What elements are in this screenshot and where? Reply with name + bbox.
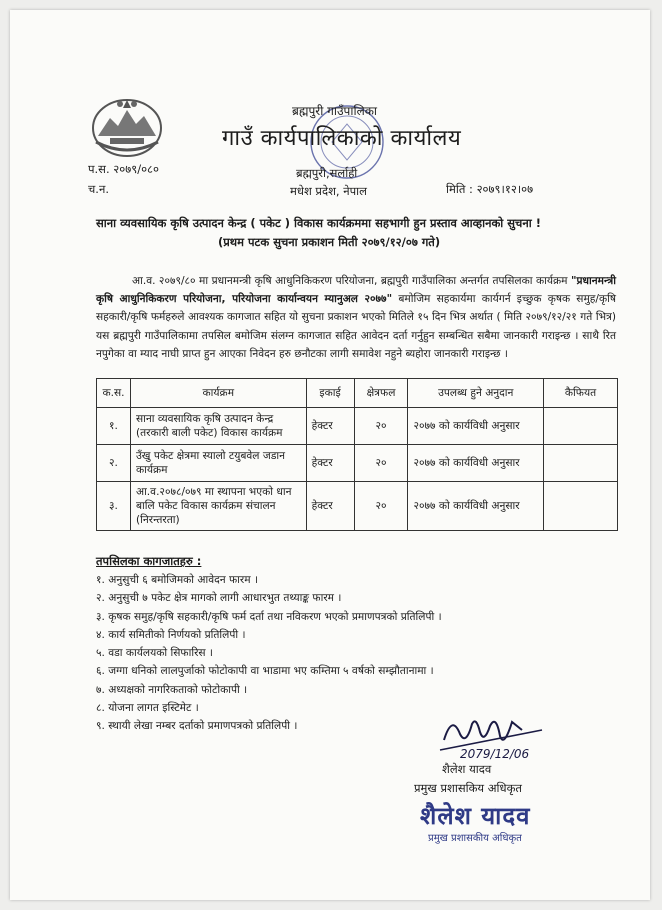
cell-area: २० bbox=[354, 445, 408, 482]
header-remarks: कैफियत bbox=[544, 379, 618, 408]
cell-remarks bbox=[544, 445, 618, 482]
cell-grant: २०७७ को कार्यविधी अनुसार bbox=[408, 482, 544, 531]
list-item: ६. जग्गा धनिको लालपुर्जाको फोटोकापी वा भाडामा भए कम्तिमा ५ वर्षको सम्झौतानामा । bbox=[96, 665, 434, 678]
cell-program: आ.व.२०७८/०७९ मा स्थापना भएको धान बालि पकेट विकास कार्यक्रम संचालन (निरन्तरता) bbox=[130, 482, 306, 531]
cell-grant: २०७७ को कार्यविधी अनुसार bbox=[408, 445, 544, 482]
name-stamp: शैलेश यादव bbox=[420, 801, 531, 830]
list-item: ४. कार्य समितीको निर्णयको प्रतिलिपी । bbox=[96, 628, 246, 641]
header-area: क्षेत्रफल bbox=[354, 379, 408, 408]
cell-unit: हेक्टर bbox=[306, 408, 354, 445]
table-header-row bbox=[97, 379, 618, 408]
header-sn: क.स. bbox=[97, 379, 131, 408]
program-table bbox=[96, 378, 618, 531]
table-row bbox=[97, 408, 618, 445]
header-grant: उपलब्ध हुने अनुदान bbox=[408, 379, 544, 408]
cell-sn: २. bbox=[97, 445, 131, 482]
signatory-name: शैलेश यादव bbox=[442, 762, 492, 776]
notice-subtitle: (प्रथम पटक सुचना प्रकाशन मिती २०७९/१२/०७ गते) bbox=[218, 235, 441, 249]
cell-sn: १. bbox=[97, 408, 131, 445]
cell-program: साना व्यवसायिक कृषि उत्पादन केन्द्र (तरकारी बाली पकेट) विकास कार्यक्रम bbox=[130, 408, 306, 445]
office-title: गाउँ कार्यपालिकाको कार्यालय bbox=[222, 126, 462, 151]
cell-program: उँखु पकेट क्षेत्रमा स्यालो टयुबवेल जडान कार्यक्रम bbox=[130, 445, 306, 482]
cell-unit: हेक्टर bbox=[306, 445, 354, 482]
list-item: ८. योजना लागत इस्टिमेट । bbox=[96, 702, 199, 715]
list-item: ५. वडा कार्यलयको सिफारिस । bbox=[96, 647, 213, 660]
signatory-post: प्रमुख प्रशासकिय अधिकृत bbox=[414, 781, 522, 795]
header-unit: इकाई bbox=[306, 379, 354, 408]
list-item: १. अनुसुची ६ बमोजिमको आवेदन फारम । bbox=[96, 574, 258, 586]
dispatch-number: च.न. bbox=[88, 182, 109, 196]
notice-body bbox=[96, 272, 616, 363]
reference-number: प.स. २०७९/०८० bbox=[88, 162, 160, 176]
documents-list bbox=[96, 571, 442, 736]
handwritten-signature bbox=[430, 710, 550, 762]
list-item: ९. स्थायी लेखा नम्बर दर्ताको प्रमाणपत्रको प्रतिलिपी । bbox=[96, 720, 298, 733]
list-item: ७. अध्यक्षको नागरिकताको फोटोकापी । bbox=[96, 683, 248, 696]
documents-heading: तपसिलका कागजातहरु : bbox=[96, 554, 202, 568]
header-program: कार्यक्रम bbox=[130, 379, 306, 408]
table-row bbox=[97, 445, 618, 482]
post-stamp: प्रमुख प्रशासकीय अधिकृत bbox=[428, 833, 522, 844]
list-item: २. अनुसुची ७ पकेट क्षेत्र मागको लागी आधारभुत तथ्याङ्क फारम । bbox=[96, 592, 342, 605]
body-part-1: आ.व. २०७९/८० मा प्रधानमन्त्री कृषि आधुनिकिकरण परियोजना, ब्रह्मपुरी गाउँपालिका अन्तर्गत तपसिलका कार्यक्रम bbox=[132, 275, 571, 287]
cell-area: २० bbox=[354, 482, 408, 531]
address-line-1: ब्रह्मपुरी,सर्लाही bbox=[296, 166, 358, 180]
body-part-3: बमोजिम सहकार्यमा कार्यगर्न इच्छुक कृषक समुह/कृषि सहकारी/कृषि फर्महरुले आवश्यक कागजात सहित यो सुचना प्रकाशन भएको मितिले १५ दिन भित्र अर्थात ( मिति २०७९/१२/२१ गते भित्र) यस ब्रह्मपुरी गाउँपालिकामा तपसिल बमोजिम संलग्न कागजात सहित आवेदन दर्ता गर्नुहुन सम्बन्धित सबैमा जानकारी गराइन्छ । साथै रित नपुगेका वा म्याद नाघी प्राप्त हुन आएका निवेदन हरु छनौटका लागी समावेश नहुने ब्यहोरा जानकारी गराइन्छ । bbox=[96, 293, 617, 360]
cell-area: २० bbox=[354, 408, 408, 445]
cell-sn: ३. bbox=[97, 482, 131, 531]
notice-page bbox=[10, 10, 650, 900]
nepal-emblem-icon bbox=[90, 92, 164, 158]
manual-name: "प्रधानमन्त्री कृषि आधुनिकिकरण परियोजना, परियोजना कार्यान्वयन म्यानुअल २०७७" bbox=[96, 275, 616, 306]
cell-remarks bbox=[544, 482, 618, 531]
table-row bbox=[97, 482, 618, 531]
list-item: ३. कृषक समुह/कृषि सहकारी/कृषि फर्म दर्ता तथा नविकरण भएको प्रमाणपत्रको प्रतिलिपी । bbox=[96, 610, 442, 623]
cell-unit: हेक्टर bbox=[306, 482, 354, 531]
municipality-name: ब्रह्मपुरी गाउँपालिका bbox=[292, 104, 378, 118]
cell-remarks bbox=[544, 408, 618, 445]
cell-grant: २०७७ को कार्यविधी अनुसार bbox=[408, 408, 544, 445]
address-line-2: मधेश प्रदेश, नेपाल bbox=[290, 184, 367, 198]
notice-title: साना व्यवसायिक कृषि उत्पादन केन्द्र ( पकेट ) विकास कार्यक्रममा सहभागी हुन प्रस्ताव आव्हानको सुचना ! bbox=[96, 216, 541, 230]
signature-date: 2079/12/06 bbox=[460, 747, 530, 761]
notice-date: मिति : २०७९।१२।०७ bbox=[446, 182, 534, 196]
